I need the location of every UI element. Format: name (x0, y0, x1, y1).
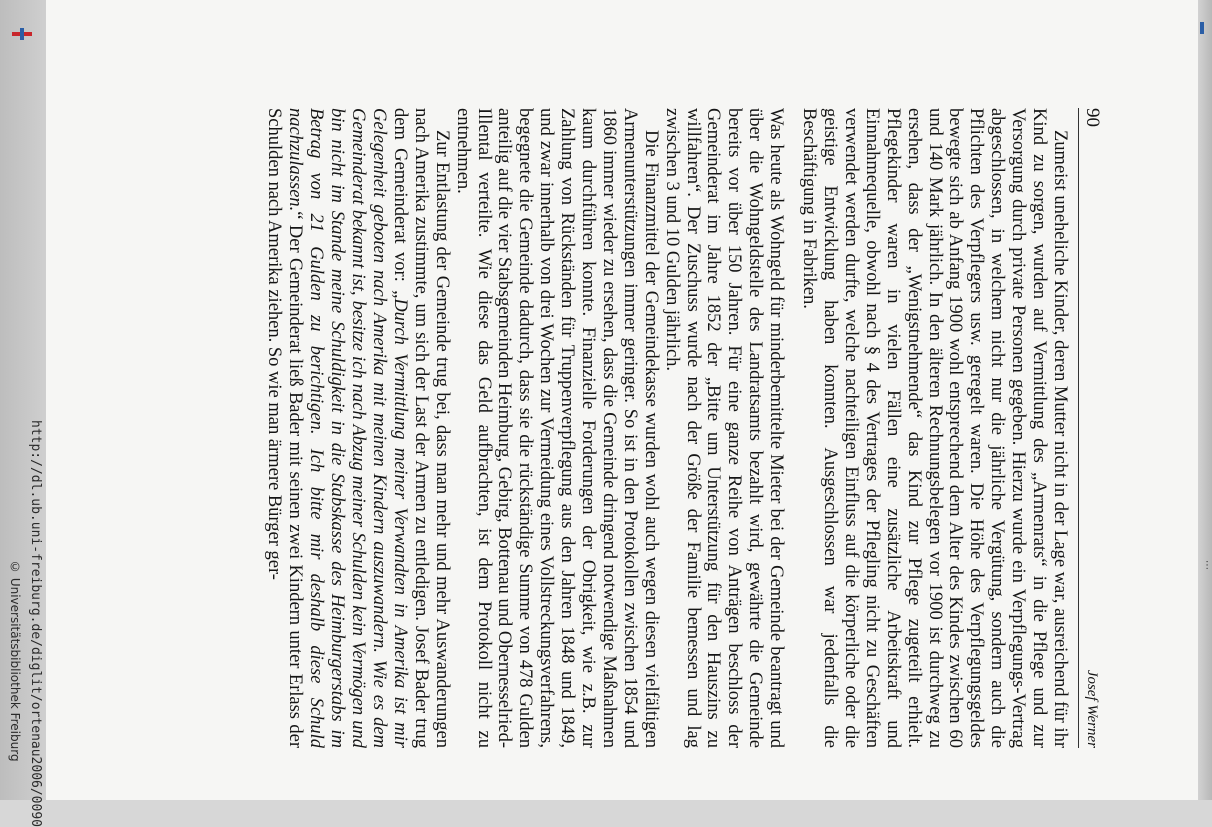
rotated-text-block (127, 108, 1105, 748)
paragraph-1: Zumeist uneheliche Kinder, deren Mutter nicht in der Lage war, ausreichend für ihr Kind zu sorgen, wurden auf Vermittlung des „Armenrats“ in die Pflege und zur Versorgung durch private Personen gegeben. Hierzu wurde ein Verpflegungs-Vertrag abgeschlossen, in welchem nicht nur die jährliche Vergütung, sondern auch die Pflichten des Verpflegers usw. geregelt waren. Die Höhe des Verpflegungsgeldes bewegte sich ab Anfang 1900 wohl entsprechend dem Alter des Kindes zwischen 60 und 140 Mark jährlich. In den älteren Rechnungsbelegen vor 1900 ist durchweg zu ersehen, dass der „Wenigstnehmende“ das Kind zur Pflege zugeteilt erhielt. Pflegekinder waren in vielen Fällen eine zusätzliche Arbeitskraft und Einnahmequelle, obwohl nach § 4 des Vertrages der Pflegling nicht zu Geschäften verwendet werden durfte, welche nachteiligen Einfluss auf die körperliche oder die geistige Entwicklung haben konnten. Ausgeschlossen war jedenfalls die Beschäftigung in Fabriken. (799, 108, 1070, 748)
right-scan-margin (1198, 0, 1212, 800)
registration-mark-right (1196, 22, 1212, 34)
registration-mark-left (12, 28, 32, 40)
copyright-notice: © Universitätsbibliothek Freiburg (8, 560, 22, 762)
paragraph-3: Die Finanzmittel der Gemeindekasse wurden wohl auch wegen diesen vielfältigen Armenunterstützungen immer geringer. So ist in den Protokollen zwischen 1854 und 1860 immer wieder zu ersehen, dass die Gemeinde dringend notwendige Maßnahmen kaum durchführen konnte. Finanzielle Forderungen der Obrigkeit, wie z.B. zur Zahlung von Rückständen für Truppenverpflegung aus den Jahren 1848 und 1849, und zwar innerhalb von drei Wochen zur Vermeidung eines Vollstreckungsverfahrens, begegnete die Gemeinde dadurch, dass sie die rückständige Summe von 478 Gulden anteilig auf die vier Stabsgemeinden Heimburg, Gebirg, Bottenau und Obernesselried-Illental verteilte. Wie diese das Geld aufbrachten, ist dem Protokoll nicht zu entnehmen. (452, 108, 661, 748)
paragraph-2: Was heute als Wohngeld für minderbemittelte Mieter bei der Gemeinde beantragt und über die Wohngeldstelle des Landratsamts bezahlt wird, gewährte die Gemeinde bereits vor über 150 Jahren. Für eine ganze Reihe von Anträgen beschloss der Gemeinderat im Jahre 1852 der „Bitte um Unterstützung für den Hauszins zu willfahren“. Der Zuschuss wurde nach der Größe der Familie bemessen und lag zwischen 3 und 10 Gulden jährlich. (661, 108, 787, 748)
blue-mark (20, 28, 24, 40)
running-author: Josef Werner (1083, 669, 1100, 748)
blue-mark (1200, 22, 1204, 34)
paragraph-4-quote: Durch Vermittlung meiner Verwandten in Amerika ist mir Gelegenheit geboten nach Amerika mit meinen Kindern auszuwandern. Wie es dem Gemeinderat bekannt ist, besitze ich nach Abzug meiner Schulden kein Vermögen und bin nicht im Stande meine Schuldigkeit in die Stabskasse des Heimburgerstabs im Betrag von 21 Gulden zu berichtigen. Ich bitte mir deshalb diese Schuld nachzulassen. (285, 108, 410, 748)
page-header (1078, 108, 1105, 748)
paragraph-4-intro: Zur Entlastung der Gemeinde trug bei, dass man mehr und mehr Auswanderungen nach Amerika zustimmte, um sich der Last der Armen zu entledigen. Josef Bader trug dem Gemeinderat vor: „ (389, 108, 452, 748)
paragraph-4 (264, 108, 452, 748)
source-url[interactable]: http://dl.ub.uni-freiburg.de/diglit/ortenau2006/0090 (28, 420, 43, 827)
page-number: 90 (1081, 108, 1103, 127)
edge-text-fragment: ⋯ (1201, 560, 1212, 570)
paragraph-4-outro: “ Der Gemeinderat ließ Bader mit seinen zwei Kindern unter Erlass der Schulden nach Amerika ziehen. So wie man ärmere Bürger ger- (264, 108, 306, 748)
